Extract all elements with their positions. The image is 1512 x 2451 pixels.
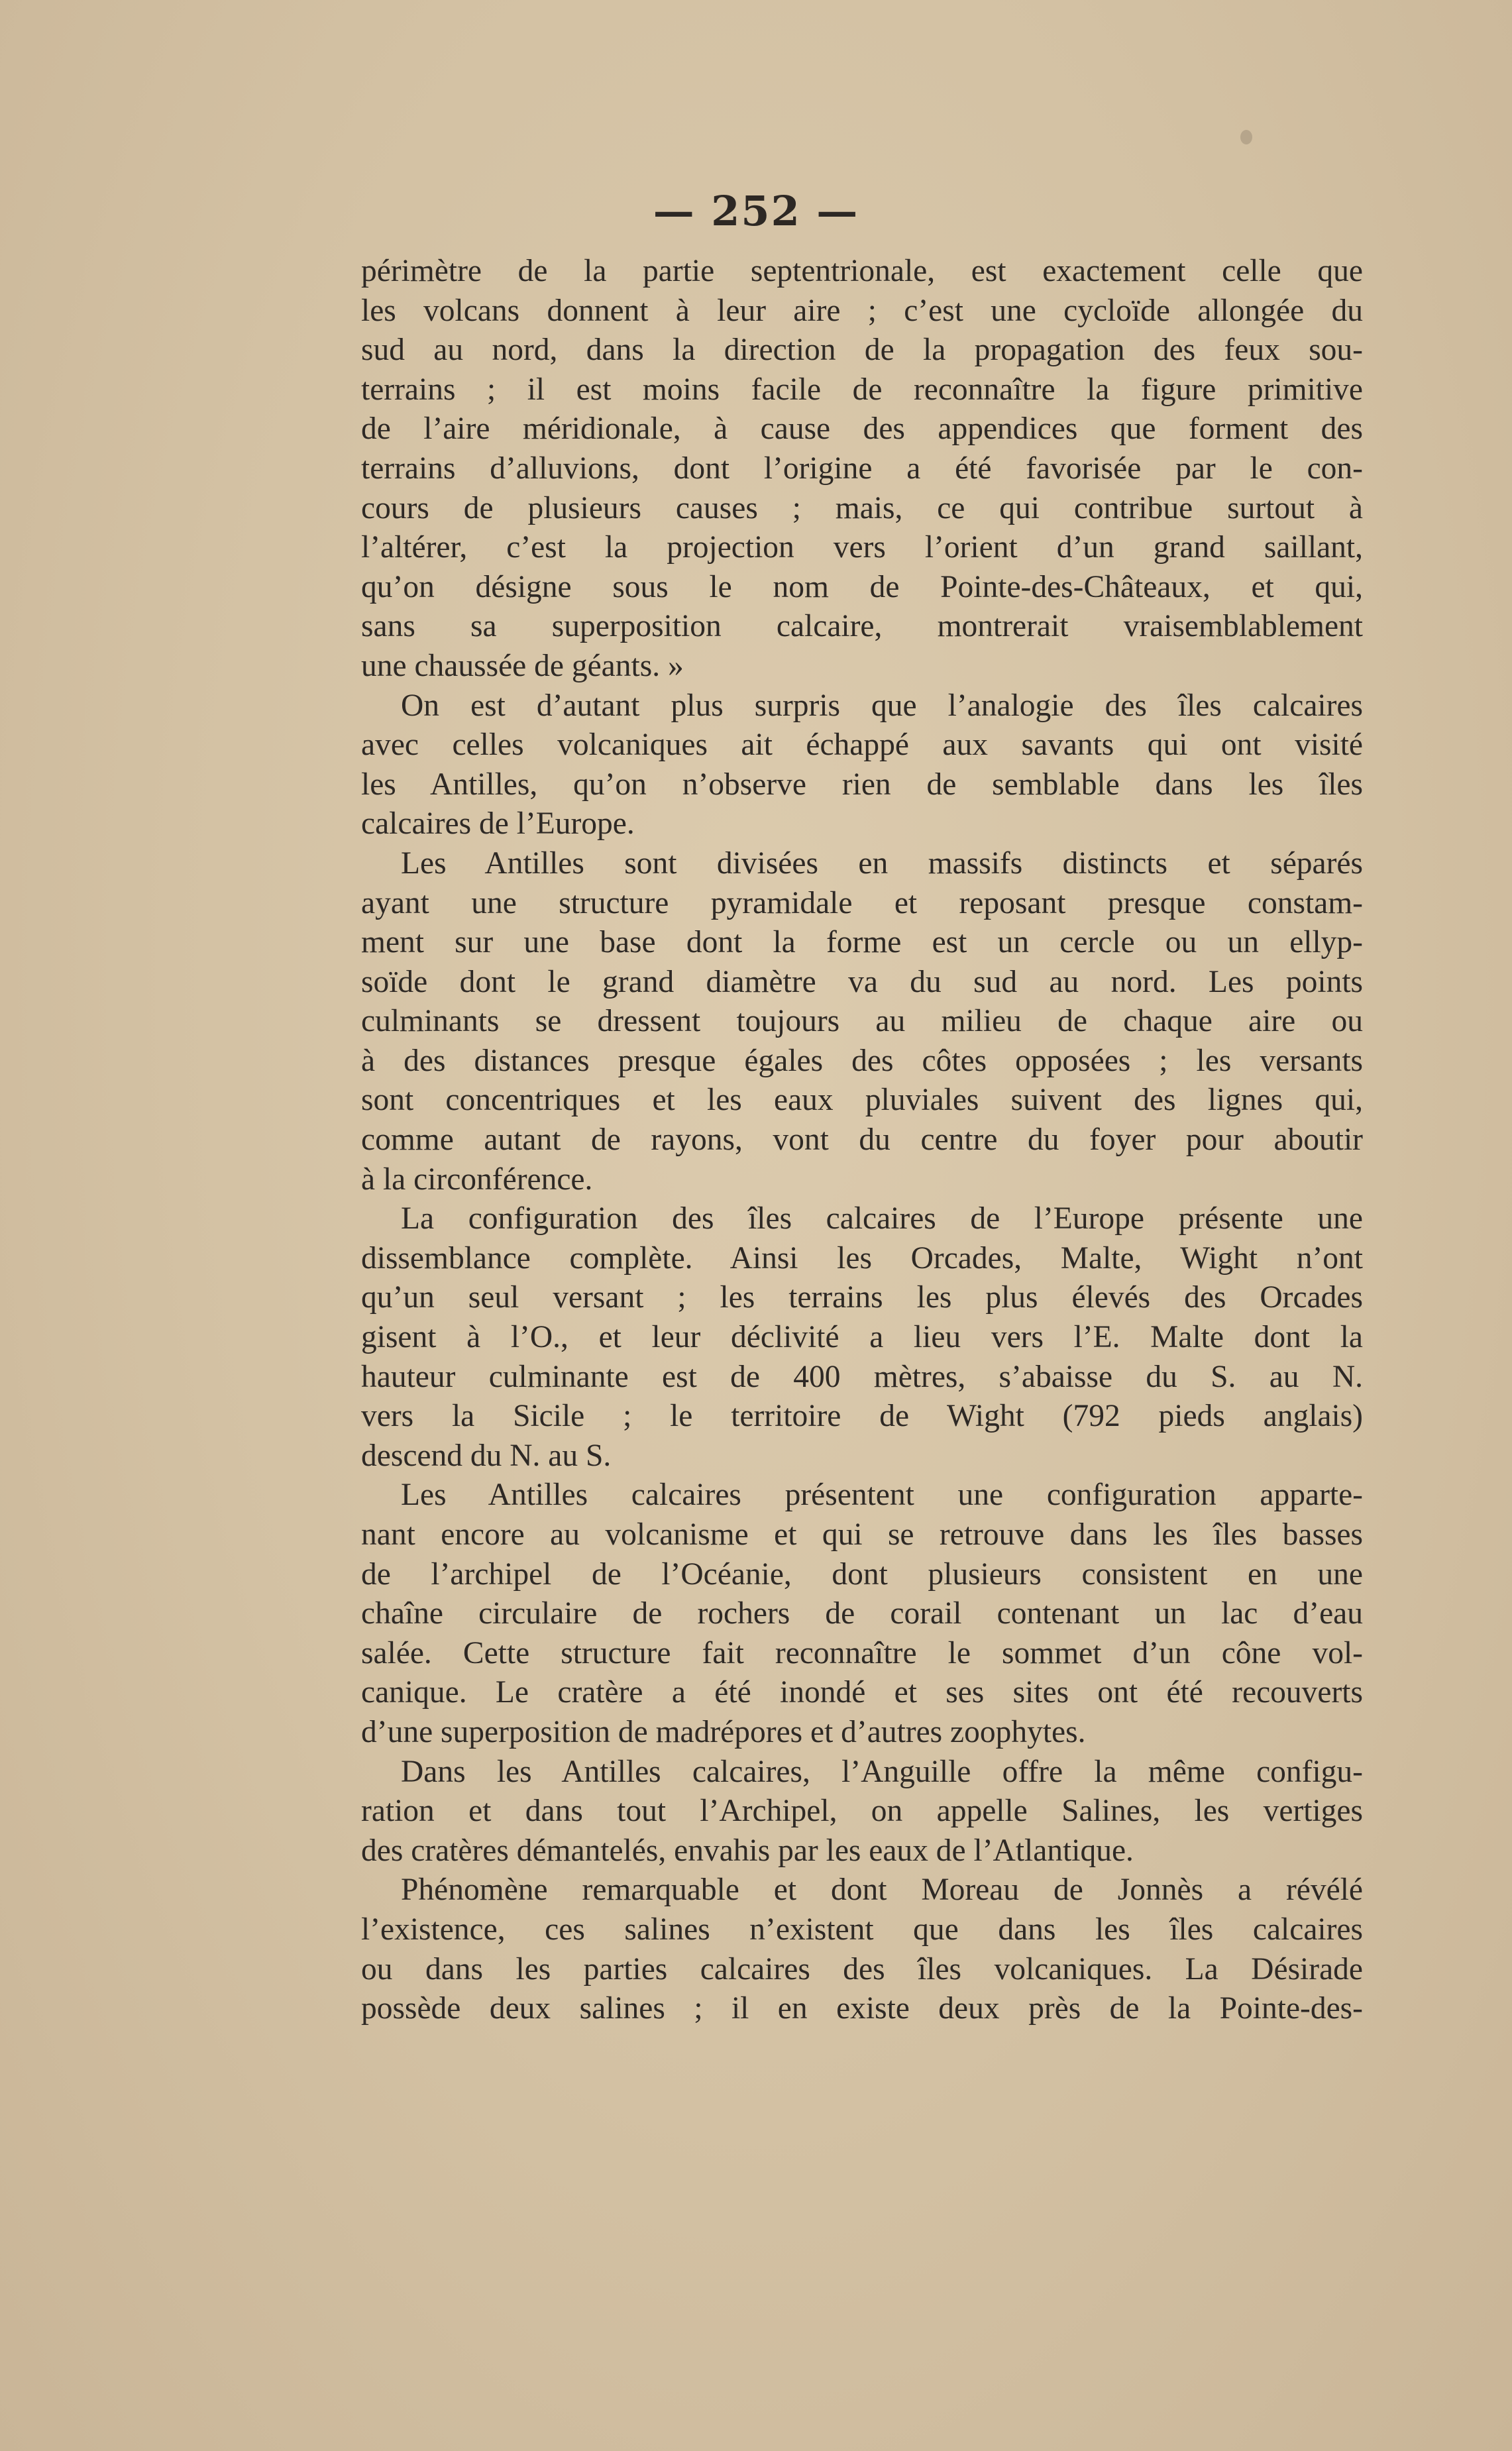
text-line: sans sa superposition calcaire, montrerait vraisemblablement (361, 609, 1363, 644)
page-number: — 252 — (653, 187, 859, 235)
text-line: terrains ; il est moins facile de reconnaître la figure primitive (361, 372, 1363, 407)
text-line: des cratères démantelés, envahis par les eaux de l’Atlantique. (361, 1833, 1134, 1868)
text-line: de l’aire méridionale, à cause des appendices que forment des (361, 411, 1363, 447)
text-line: hauteur culminante est de 400 mètres, s’abaisse du S. au N. (361, 1359, 1363, 1394)
text-line: périmètre de la partie septentrionale, est exactement celle que (361, 254, 1363, 288)
text-line: ration et dans tout l’Archipel, on appelle Salines, les vertiges (361, 1794, 1363, 1829)
text-line: avec celles volcaniques ait échappé aux savants qui ont visité (361, 728, 1363, 763)
text-line: possède deux salines ; il en existe deux près de la Pointe-des- (361, 1991, 1363, 2026)
text-line: ayant une structure pyramidale et reposant presque constam- (361, 885, 1363, 920)
text-line: vers la Sicile ; le territoire de Wight (792 pieds anglais) (361, 1399, 1363, 1434)
text-line: les Antilles, qu’on n’observe rien de semblable dans les îles (361, 767, 1363, 802)
text-line: de l’archipel de l’Océanie, dont plusieurs consistent en une (361, 1556, 1363, 1592)
text-line: chaîne circulaire de rochers de corail contenant un lac d’eau (361, 1596, 1363, 1631)
text-line: Dans les Antilles calcaires, l’Anguille offre la même configu- (401, 1754, 1363, 1789)
text-line: les volcans donnent à leur aire ; c’est une cycloïde allongée du (361, 293, 1363, 328)
text-line: à la circonférence. (361, 1162, 593, 1197)
text-line: sont concentriques et les eaux pluviales suivent des lignes qui, (361, 1083, 1363, 1118)
text-line: Les Antilles sont divisées en massifs distincts et séparés (401, 845, 1363, 881)
text-line: culminants se dressent toujours au milieu de chaque aire ou (361, 1004, 1363, 1039)
text-line: à des distances presque égales des côtes opposées ; les versants (361, 1043, 1363, 1078)
text-line: l’existence, ces salines n’existent que dans les îles calcaires (361, 1912, 1363, 1947)
text-line: On est d’autant plus surpris que l’analogie des îles calcaires (401, 688, 1363, 723)
text-line: Les Antilles calcaires présentent une configuration apparte- (401, 1478, 1363, 1513)
text-line: canique. Le cratère a été inondé et ses sites ont été recouverts (361, 1675, 1363, 1710)
text-line: ment sur une base dont la forme est un cercle ou un ellyp- (361, 925, 1363, 960)
text-line: calcaires de l’Europe. (361, 806, 635, 842)
text-line: d’une superposition de madrépores et d’autres zoophytes. (361, 1714, 1086, 1749)
text-line: sud au nord, dans la direction de la propagation des feux sou- (361, 333, 1363, 368)
text-line: nant encore au volcanisme et qui se retrouve dans les îles basses (361, 1517, 1363, 1552)
text-line: une chaussée de géants. » (361, 648, 684, 683)
text-line: soïde dont le grand diamètre va du sud au nord. Les points (361, 964, 1363, 999)
ink-spot (1240, 130, 1252, 144)
text-line: gisent à l’O., et leur déclivité a lieu vers l’E. Malte dont la (361, 1320, 1363, 1355)
text-line: Phénomène remarquable et dont Moreau de Jonnès a révélé (401, 1873, 1363, 1908)
text-line: descend du N. au S. (361, 1438, 612, 1473)
text-line: terrains d’alluvions, dont l’origine a été favorisée par le con- (361, 451, 1363, 486)
text-line: cours de plusieurs causes ; mais, ce qui contribue surtout à (361, 490, 1363, 525)
text-line: l’altérer, c’est la projection vers l’orient d’un grand saillant, (361, 530, 1363, 565)
text-line: salée. Cette structure fait reconnaître le sommet d’un cône vol- (361, 1635, 1363, 1670)
text-line: qu’un seul versant ; les terrains les plus élevés des Orcades (361, 1280, 1363, 1315)
text-line: La configuration des îles calcaires de l’Europe présente une (401, 1201, 1363, 1236)
text-line: ou dans les parties calcaires des îles volcaniques. La Désirade (361, 1951, 1363, 1987)
text-line: qu’on désigne sous le nom de Pointe-des-Châteaux, et qui, (361, 569, 1363, 604)
body-text (361, 252, 1363, 2029)
text-line: comme autant de rayons, vont du centre du foyer pour aboutir (361, 1122, 1363, 1158)
text-line: dissemblance complète. Ainsi les Orcades, Malte, Wight n’ont (361, 1240, 1363, 1276)
